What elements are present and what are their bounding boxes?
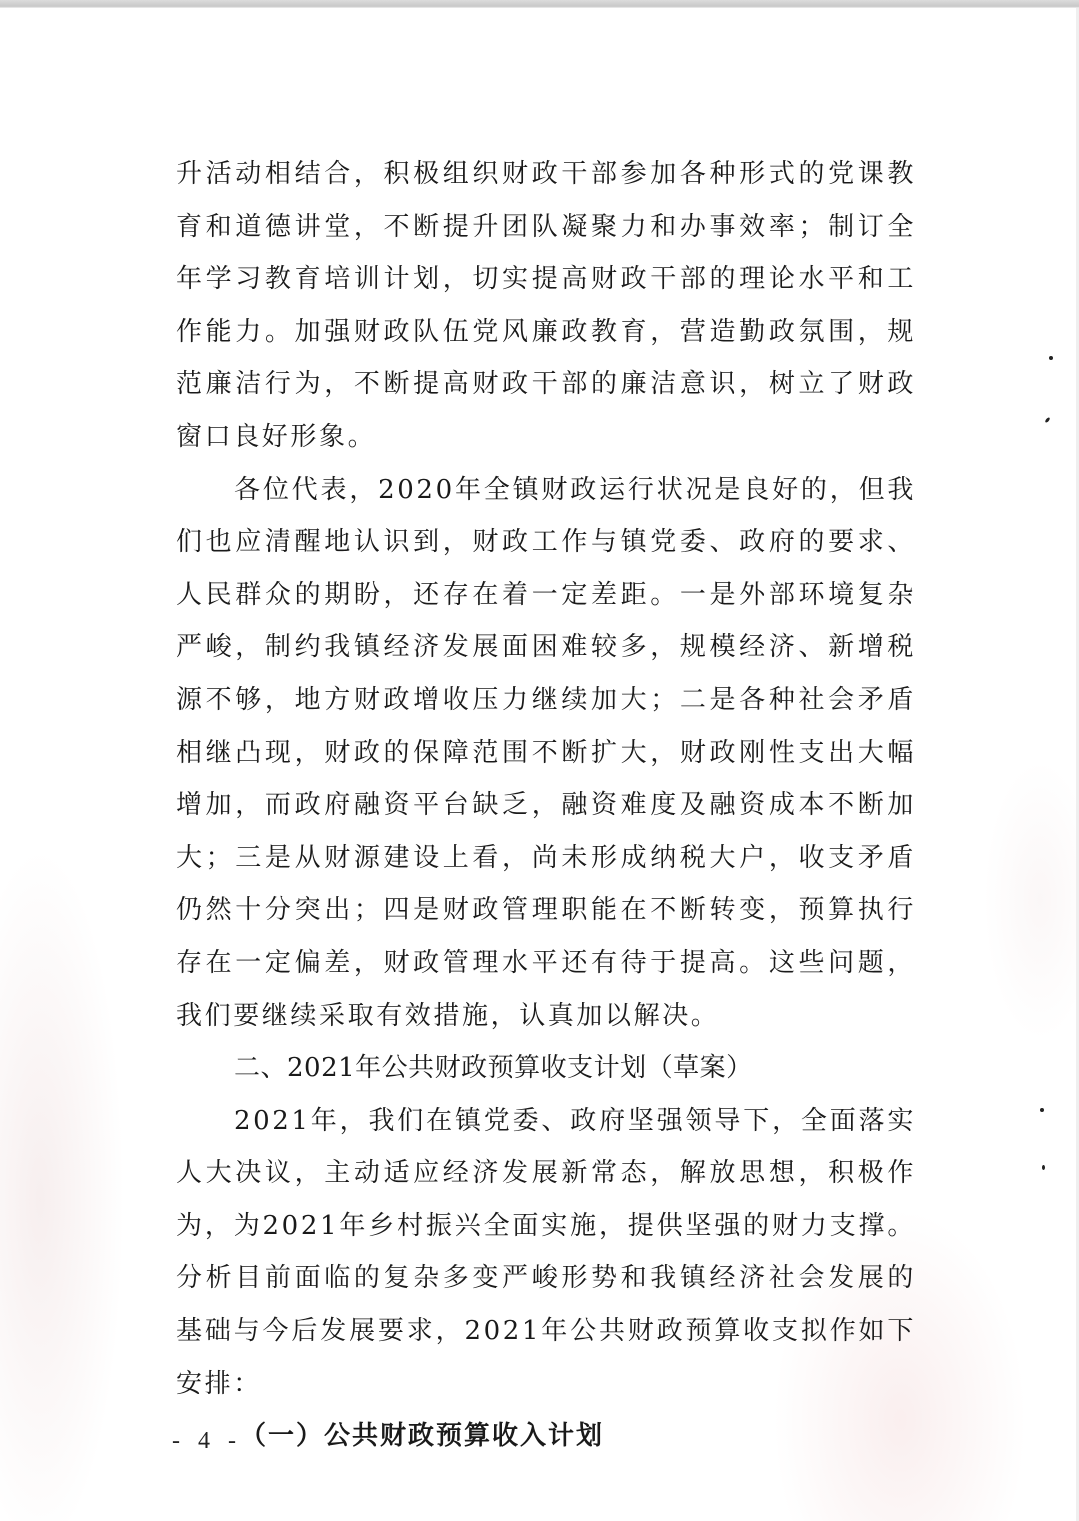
scan-speck	[1040, 1108, 1044, 1112]
section-heading-2021-budget-plan: 二、2021年公共财政预算收支计划（草案）	[234, 1053, 753, 1084]
subsection-heading-revenue-plan: （一）公共财政预算收入计划	[240, 1421, 605, 1452]
paragraph-existing-problems: 各位代表，2020年全镇财政运行状况是良好的，但我们也应清醒地认识到，财政工作与镇党委、政府的要求、人民群众的期盼，还存在着一定差距。一是外部环境复杂严峻，制约我镇经济发展面困难较多，规模经济、新增税源不够，地方财政增收压力继续加大；二是各种社会矛盾相继凸现，财政的保障范围不断扩大，财政刚性支出大幅增加，而政府融资平台缺乏，融资难度及融资成本不断加大；三是从财源建设上看，尚未形成纳税大户，收支矛盾仍然十分突出；四是财政管理职能在不断转变，预算执行存在一定偏差，财政管理水平还有待于提高。这些问题，我们要继续采取有效措施，认真加以解决。	[176, 474, 916, 1031]
scan-speck	[1049, 356, 1053, 360]
scan-speck	[1042, 1165, 1045, 1170]
page-number: - 4 -	[172, 1428, 242, 1454]
paragraph-team-building: 升活动相结合，积极组织财政干部参加各种形式的党课教育和道德讲堂，不断提升团队凝聚力和办事效率；制订全年学习教育培训计划，切实提高财政干部的理论水平和工作能力。加强财政队伍党风廉政教育，营造勤政氛围，规范廉洁行为，不断提高财政干部的廉洁意识，树立了财政窗口良好形象。	[176, 159, 916, 452]
document-body	[176, 148, 916, 1463]
paragraph-2021-overview: 2021年，我们在镇党委、政府坚强领导下，全面落实人大决议，主动适应经济发展新常态，解放思想，积极作为，为2021年乡村振兴全面实施，提供坚强的财力支撑。分析目前面临的复杂多变严峻形势和我镇经济社会发展的基础与今后发展要求，2021年公共财政预算收支拟作如下安排：	[176, 1105, 916, 1399]
scan-speck	[1044, 417, 1050, 424]
scan-top-edge	[0, 0, 1079, 8]
